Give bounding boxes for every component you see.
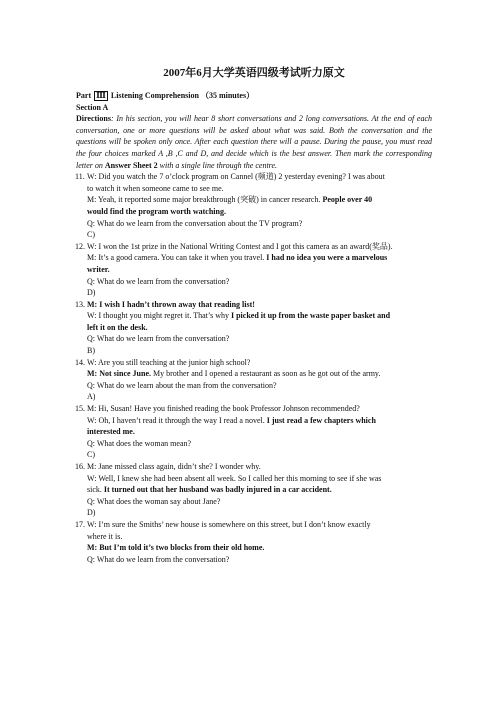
dialogue-line: interested me. bbox=[87, 427, 135, 437]
question-item bbox=[76, 461, 432, 519]
dialogue-line: M: I wish I hadn’t thrown away that reading list! bbox=[87, 299, 255, 309]
part-prefix: Part bbox=[76, 91, 92, 100]
question-item bbox=[76, 171, 432, 241]
dialogue-line: M: Jane missed class again, didn’t she? I wonder why. bbox=[87, 462, 261, 471]
directions-label: Directions bbox=[76, 114, 111, 124]
part-time: （35 minutes） bbox=[200, 91, 255, 100]
dialogue-line: Q: What do we learn from the conversation? bbox=[87, 334, 230, 344]
question-item bbox=[76, 357, 432, 403]
dialogue-line: sick. It turned out that her husband was badly injured in a car accident. bbox=[87, 485, 332, 495]
dialogue-line: Q: What does the woman mean? bbox=[87, 438, 192, 448]
question-item bbox=[76, 519, 432, 565]
question-item bbox=[76, 299, 432, 357]
part-name: Listening Comprehension bbox=[110, 91, 199, 100]
dialogue-line: M: Not since June. My brother and I opened a restaurant as soon as he got out of the army. bbox=[87, 369, 381, 379]
question-number: 14. bbox=[75, 357, 85, 367]
dialogue-line: W: I won the 1st prize in the National Writing Contest and I got this camera as an award(奖品). bbox=[87, 241, 393, 251]
question-list bbox=[76, 171, 432, 565]
dialogue-line: Q: What do we learn from the conversation? bbox=[87, 554, 230, 564]
dialogue-line: M: Hi, Susan! Have you finished reading the book Professor Johnson recommended? bbox=[87, 404, 360, 414]
dialogue-line: Q: What do we learn about the man from the conversation? bbox=[87, 380, 277, 390]
question-item bbox=[76, 241, 432, 299]
answer-sheet-label: Answer Sheet 2 bbox=[104, 160, 158, 170]
dialogue-line: M: But I’m told it’s two blocks from their old home. bbox=[87, 543, 265, 553]
directions-text-2: with a single line through the centre. bbox=[157, 160, 278, 170]
part-roman-numeral: Ⅲ bbox=[96, 91, 106, 100]
dialogue-line: W: Did you watch the 7 o’clock program on Cannel (频道) 2 yesterday evening? I was about bbox=[87, 172, 385, 182]
dialogue-line: C) bbox=[87, 450, 95, 460]
dialogue-line: C) bbox=[87, 230, 95, 240]
dialogue-line: W: Oh, I haven’t read it through the way I read a novel. I just read a few chapters which bbox=[87, 415, 376, 425]
dialogue-line: Q: What do we learn from the conversation about the TV program? bbox=[87, 218, 303, 228]
dialogue-line: D) bbox=[87, 508, 96, 518]
part-heading bbox=[76, 90, 432, 102]
dialogue-line: writer. bbox=[87, 264, 110, 274]
dialogue-line: D) bbox=[87, 288, 96, 298]
dialogue-line: M: Yeah, it reported some major breakthrough (突破) in cancer research. People over 40 bbox=[87, 195, 373, 205]
dialogue-line: Q: What do we learn from the conversation? bbox=[87, 276, 230, 286]
dialogue-line: W: I thought you might regret it. That’s why I picked it up from the waste paper basket and bbox=[87, 311, 391, 321]
dialogue-line: M: It’s a good camera. You can take it when you travel. I had no idea you were a marvelous bbox=[87, 253, 388, 263]
dialogue-line: where it is. bbox=[87, 531, 123, 541]
question-item bbox=[76, 403, 432, 461]
dialogue-line: A) bbox=[87, 392, 96, 402]
question-number: 16. bbox=[75, 462, 85, 471]
question-number: 11. bbox=[75, 172, 85, 182]
dialogue-line: left it on the desk. bbox=[87, 322, 148, 332]
dialogue-line: W: I’m sure the Smiths’ new house is somewhere on this street, but I don’t know exactly bbox=[87, 519, 371, 529]
dialogue-line: Q: What does the woman say about Jane? bbox=[87, 496, 221, 506]
dialogue-line: W: Are you still teaching at the junior high school? bbox=[87, 357, 251, 367]
question-number: 15. bbox=[75, 404, 85, 414]
dialogue-line: to watch it when someone came to see me. bbox=[87, 183, 224, 193]
directions-paragraph bbox=[76, 113, 432, 171]
question-number: 17. bbox=[75, 519, 85, 529]
dialogue-line: would find the program worth watching. bbox=[87, 206, 226, 216]
dialogue-line: W: Well, I knew she had been absent all week. So I called her this morning to see if she was bbox=[87, 473, 382, 483]
page-title: 2007年6月大学英语四级考试听力原文 bbox=[163, 67, 345, 79]
question-number: 12. bbox=[75, 241, 85, 251]
section-heading: Section A bbox=[76, 102, 109, 112]
dialogue-line: B) bbox=[87, 346, 95, 356]
directions-text-1: : In his section, you will hear 8 short conversations and 2 long conversations. At the end of each conversation, one or more questions will be asked about what was said. Both the conversation and the questions will be spoken only once. After each question there will a pause. During the pause, you must read the four choices marked A ,B ,C and D, and decide which is the best answer. Then mark the corresponding letter on bbox=[76, 114, 432, 170]
question-number: 13. bbox=[75, 299, 85, 309]
